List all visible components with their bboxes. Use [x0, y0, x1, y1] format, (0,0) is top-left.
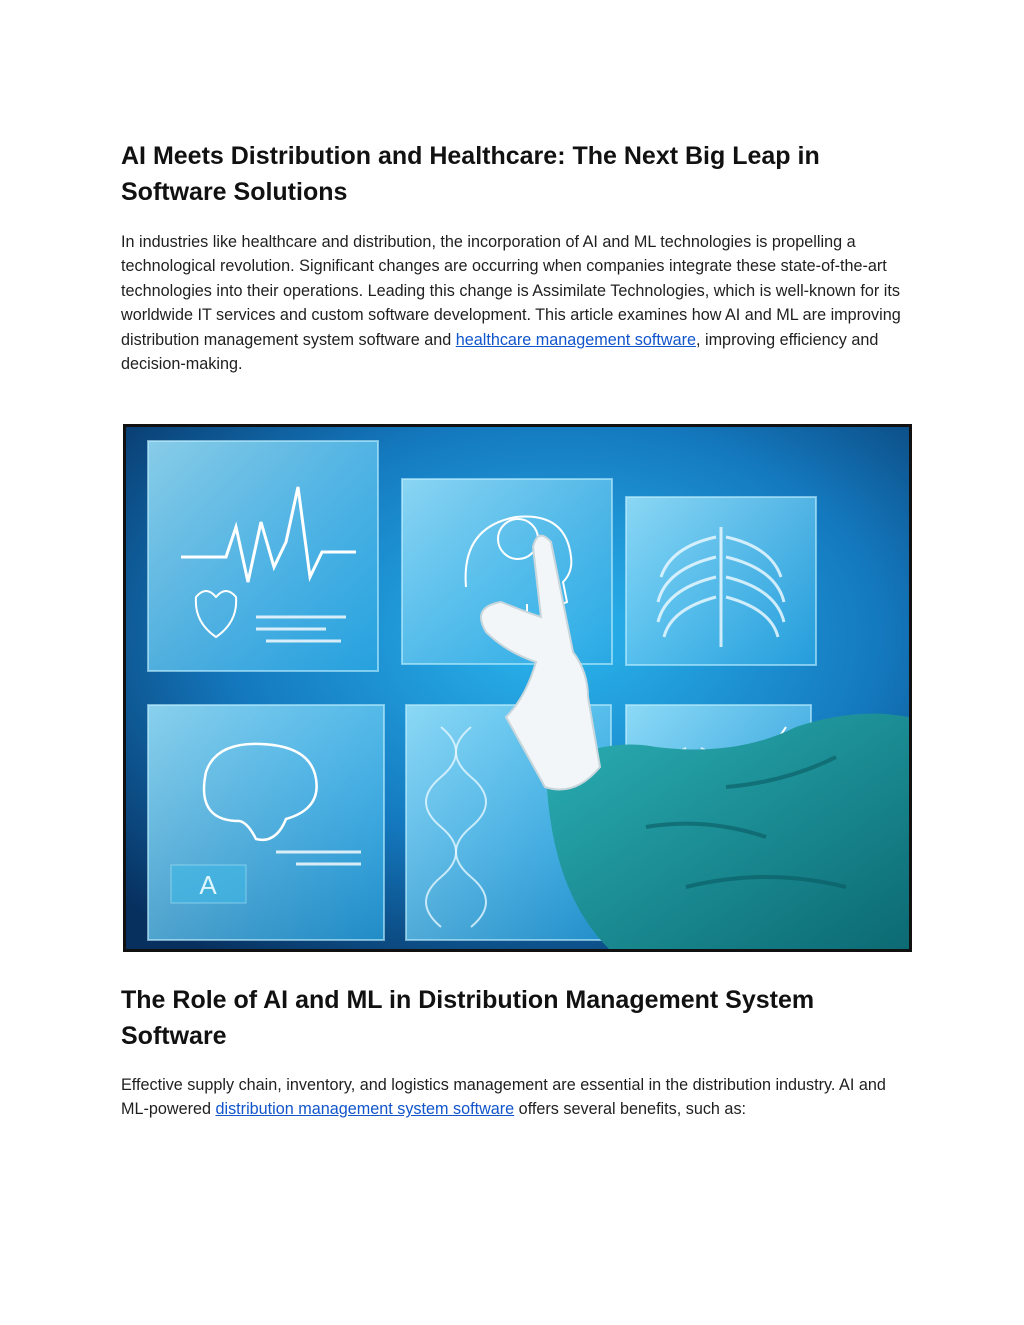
article-title: AI Meets Distribution and Healthcare: The Next Big Leap in Software Solutions: [121, 142, 820, 206]
healthcare-software-link[interactable]: healthcare management software: [455, 330, 696, 349]
intro-text: In industries like healthcare and distribution, the incorporation of AI and ML technologies is propelling a technological revolution. Significant changes are occurring when companies integrate these state-of-the-art technologies into their operations. Leading this change is Assimilate Technologies, which is well-known for its worldwide IT services and custom software development. This article examines how AI and ML are improving distribution management system software and: [121, 233, 901, 349]
distribution-software-link[interactable]: distribution management system software: [215, 1100, 515, 1119]
hero-image: [123, 424, 912, 952]
panel-letter: A: [199, 870, 217, 900]
medical-ai-illustration: [126, 427, 909, 949]
intro-paragraph: [121, 230, 906, 376]
section-text: Effective supply chain, inventory, and logistics management are essential in the distribution industry. AI and ML-powered: [121, 1076, 886, 1119]
surgeon-gown: [546, 714, 909, 949]
section-heading: The Role of AI and ML in Distribution Management System Software: [121, 986, 815, 1050]
section-paragraph: [121, 1073, 906, 1122]
section-text-end: offers several benefits, such as:: [514, 1100, 747, 1119]
intro-text-end: , improving efficiency and decision-making.: [121, 330, 879, 374]
